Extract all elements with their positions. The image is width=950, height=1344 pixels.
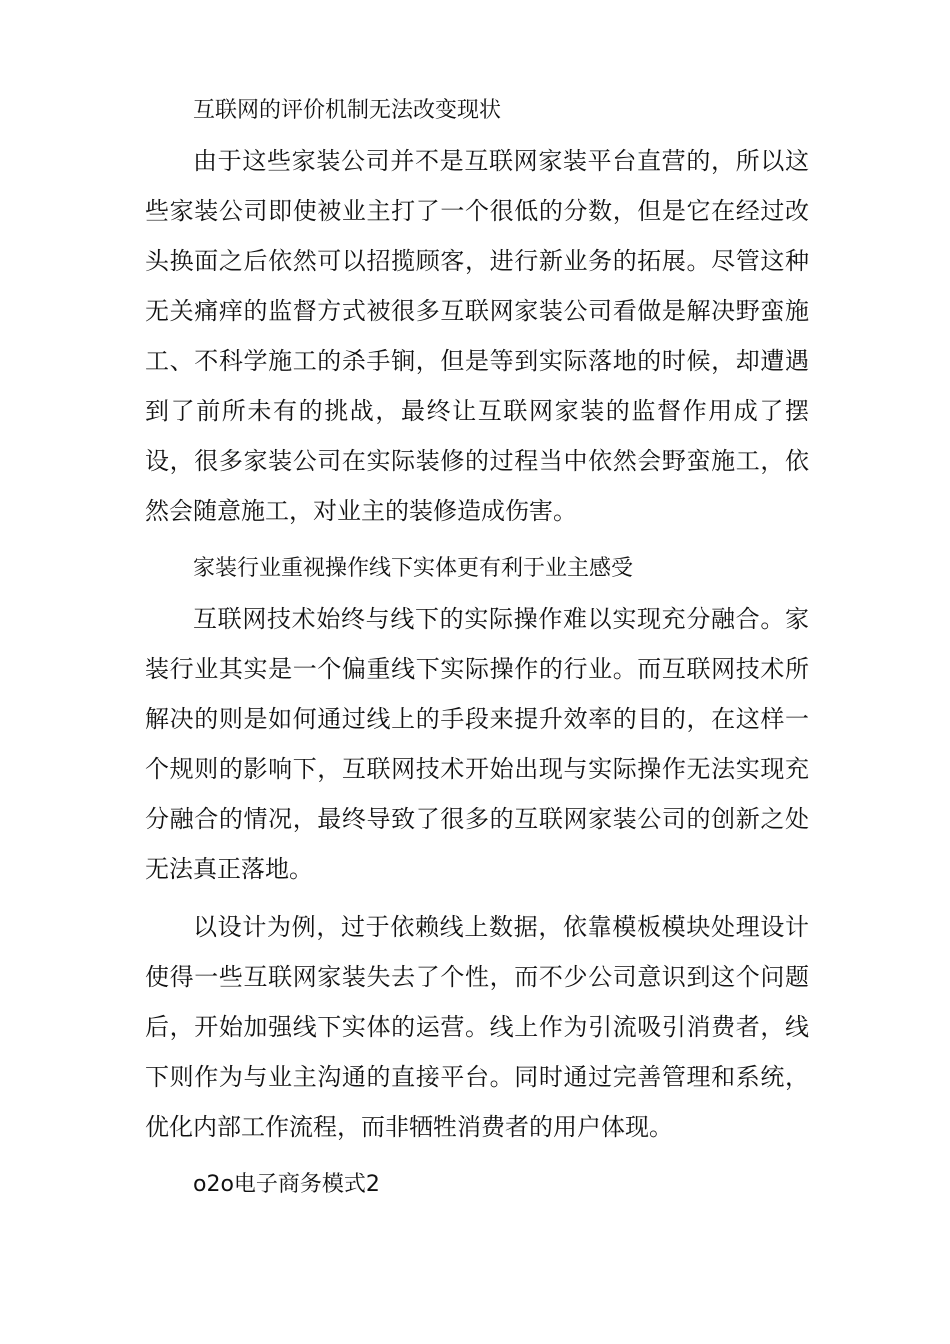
- spacer: [145, 536, 809, 544]
- section-heading-offline: 家装行业重视操作线下实体更有利于业主感受: [193, 556, 634, 581]
- spacer: [145, 1152, 809, 1160]
- document-page: [145, 86, 809, 1210]
- section-heading-evaluation: 互联网的评价机制无法改变现状: [193, 98, 502, 123]
- section-heading-o2o: o2o电子商务模式2: [193, 1172, 380, 1197]
- paragraph-offline: 互联网技术始终与线下的实际操作难以实现充分融合。家装行业其实是一个偏重线下实际操作的行业。而互联网技术所解决的则是如何通过线上的手段来提升效率的目的，在这样一个规则的影响下，互联网技术开始出现与实际操作无法实现充分融合的情况，最终导致了很多的互联网家装公司的创新之处无法真正落地。: [145, 605, 809, 883]
- paragraph-design-example: 以设计为例，过于依赖线上数据，依靠模板模块处理设计使得一些互联网家装失去了个性，而不少公司意识到这个问题后，开始加强线下实体的运营。线上作为引流吸引消费者，线下则作为与业主沟通的直接平台。同时通过完善管理和系统，优化内部工作流程，而非牺牲消费者的用户体现。: [145, 913, 809, 1141]
- paragraph-evaluation: 由于这些家装公司并不是互联网家装平台直营的，所以这些家装公司即使被业主打了一个很低的分数，但是它在经过改头换面之后依然可以招揽顾客，进行新业务的拓展。尽管这种无关痛痒的监督方式被很多互联网家装公司看做是解决野蛮施工、不科学施工的杀手锏，但是等到实际落地的时候，却遭遇到了前所未有的挑战，最终让互联网家装的监督作用成了摆设，很多家装公司在实际装修的过程当中依然会野蛮施工，依然会随意施工，对业主的装修造成伤害。: [145, 147, 809, 525]
- spacer: [145, 894, 809, 902]
